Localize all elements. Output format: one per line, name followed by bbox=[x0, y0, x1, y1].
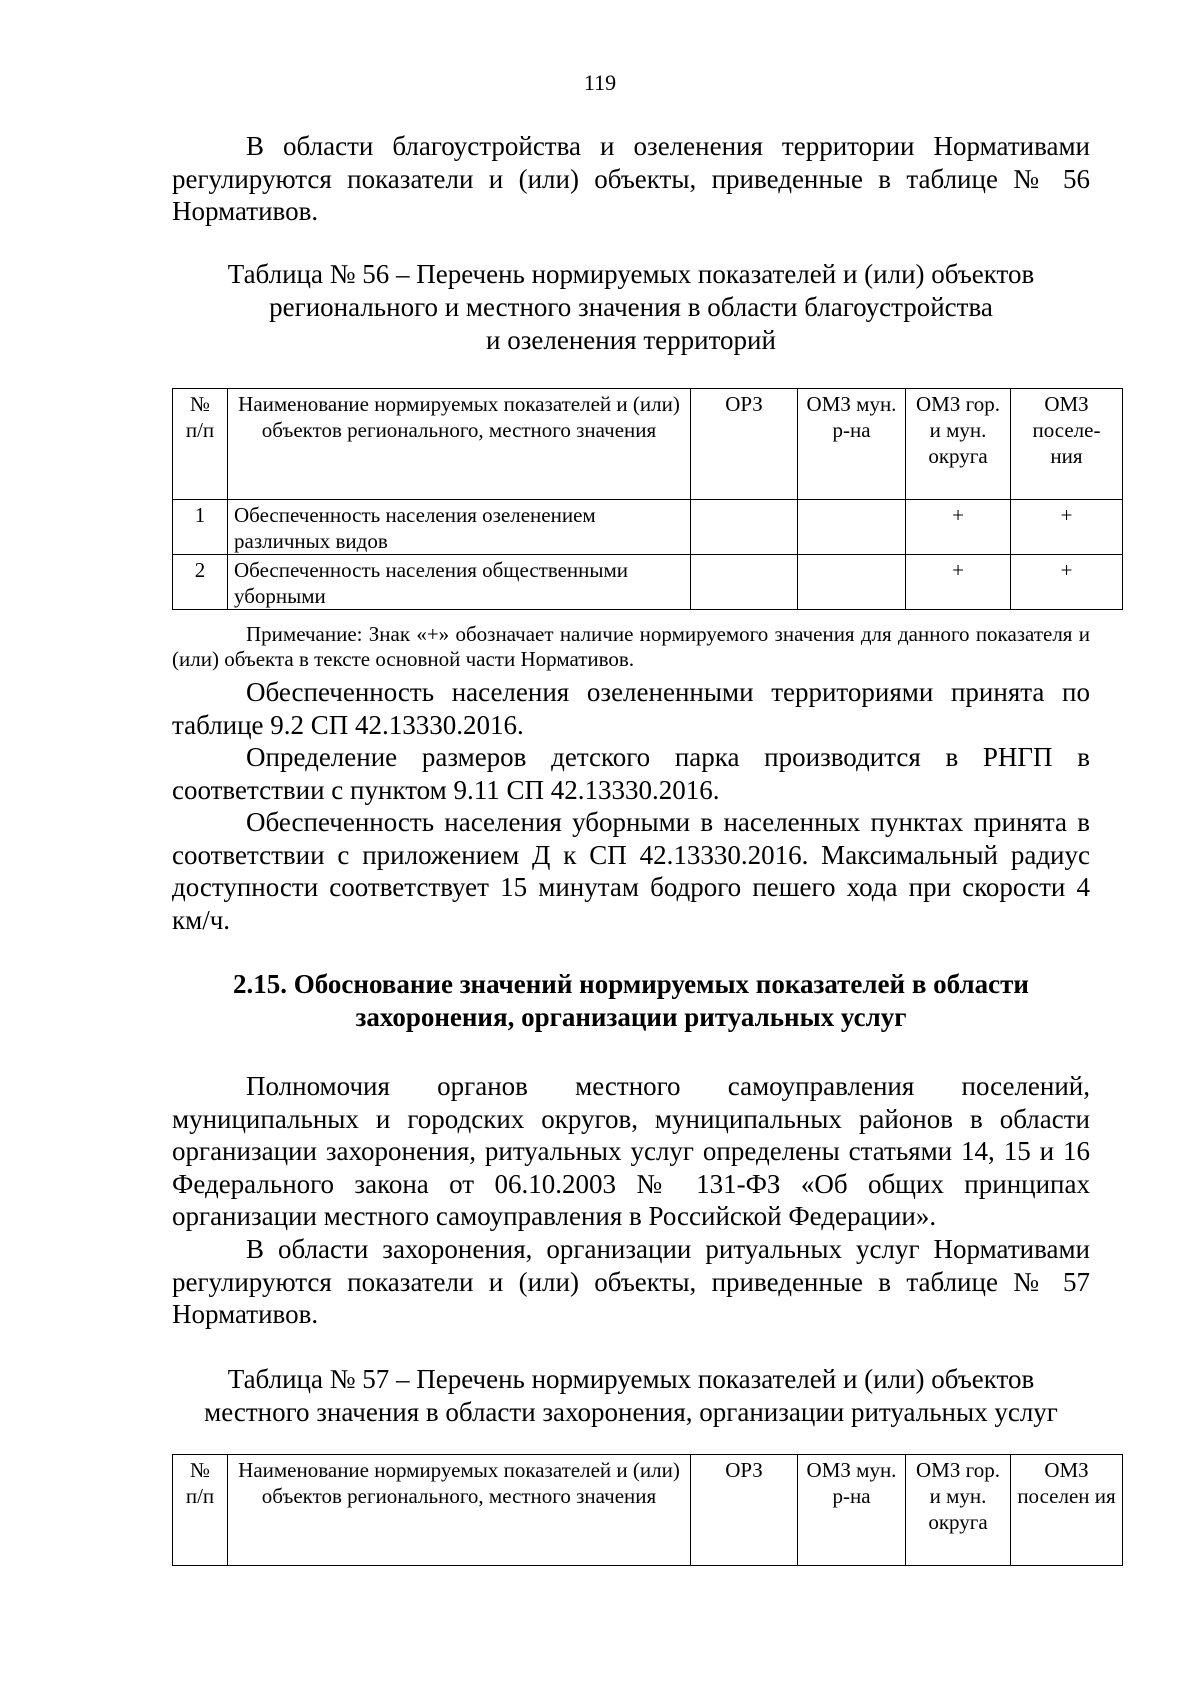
table56-header-row bbox=[173, 389, 1123, 500]
table57-header-row bbox=[173, 1455, 1123, 1566]
header-omz-pos: ОМЗ поселен ия bbox=[1011, 1455, 1123, 1566]
section-heading-line2: захоронения, организации ритуальных услуг bbox=[355, 1002, 907, 1032]
table56-caption-line1: Таблица № 56 – Перечень нормируемых показателей и (или) объектов bbox=[227, 259, 1035, 289]
header-omz-mun: ОМЗ мун. р-на bbox=[798, 1455, 906, 1566]
page-number: 119 bbox=[583, 70, 617, 95]
header-num: № п/п bbox=[173, 389, 228, 500]
row-omz-mun bbox=[798, 555, 906, 610]
header-num: № п/п bbox=[173, 1455, 228, 1566]
row-num: 1 bbox=[173, 500, 228, 555]
row-orz bbox=[691, 555, 798, 610]
table56-note: Примечание: Знак «+» обозначает наличие нормируемого значения для данного показателя и (или) объекта в тексте основной части Нормативов. bbox=[172, 622, 1090, 671]
para-burial: В области захоронения, организации ритуальных услуг Нормативами регулируются показатели и (или) объекты, приведенные в таблице № 57 Нормативов. bbox=[172, 1234, 1090, 1329]
header-omz-gor: ОМЗ гор. и мун. округа bbox=[906, 1455, 1011, 1566]
section-heading-line1: 2.15. Обоснование значений нормируемых показателей в области bbox=[233, 969, 1029, 999]
para-toilets: Обеспеченность населения уборными в населенных пунктах принята в соответствии с приложением Д к СП 42.13330.2016. Максимальный радиус доступности соответствует 15 минутам бодрого пешего хода при скорости 4 км/ч. bbox=[172, 807, 1090, 935]
table57-caption bbox=[172, 1363, 1090, 1429]
row-omz-mun bbox=[798, 500, 906, 555]
row-omz-pos: + bbox=[1011, 500, 1123, 555]
header-omz-mun: ОМЗ мун. р-на bbox=[798, 389, 906, 500]
table56-caption bbox=[172, 258, 1090, 357]
section-heading bbox=[172, 968, 1090, 1034]
para-powers: Полномочия органов местного самоуправления поселений, муниципальных и городских округов, муниципальных районов в области организации захоронения, ритуальных услуг определены статьями 14, 15 и 16 Федерального закона от 06.10.2003 № 131-ФЗ «Об общих принципах организации местного самоуправления в Российской Федерации». bbox=[172, 1071, 1090, 1231]
table56-caption-line2: регионального и местного значения в области благоустройства bbox=[269, 292, 993, 322]
table57-caption-line2: местного значения в области захоронения, организации ритуальных услуг bbox=[204, 1397, 1058, 1427]
header-omz-gor: ОМЗ гор. и мун. округа bbox=[906, 389, 1011, 500]
intro-paragraph: В области благоустройства и озеленения территории Нормативами регулируются показатели и (или) объекты, приведенные в таблице № 56 Нормативов. bbox=[172, 131, 1090, 226]
row-omz-gor: + bbox=[906, 500, 1011, 555]
row-omz-pos: + bbox=[1011, 555, 1123, 610]
para-green: Обеспеченность населения озелененными территориями принята по таблице 9.2 СП 42.13330.2016. bbox=[172, 677, 1090, 740]
row-orz bbox=[691, 500, 798, 555]
row-name: Обеспеченность населения озеленением различных видов bbox=[228, 500, 691, 555]
para-park: Определение размеров детского парка производится в РНГП в соответствии с пунктом 9.11 СП 42.13330.2016. bbox=[172, 742, 1090, 805]
table-56 bbox=[172, 388, 1123, 610]
header-name: Наименование нормируемых показателей и (или) объектов регионального, местного значения bbox=[228, 1455, 691, 1566]
header-orz: ОРЗ bbox=[691, 389, 798, 500]
table56-caption-line3: и озеленения территорий bbox=[486, 325, 776, 355]
header-orz: ОРЗ bbox=[691, 1455, 798, 1566]
row-name: Обеспеченность населения общественными уборными bbox=[228, 555, 691, 610]
header-omz-pos: ОМЗ поселе-ния bbox=[1011, 389, 1123, 500]
row-num: 2 bbox=[173, 555, 228, 610]
table-57 bbox=[172, 1454, 1123, 1566]
table-row bbox=[173, 500, 1123, 555]
table-row bbox=[173, 555, 1123, 610]
row-omz-gor: + bbox=[906, 555, 1011, 610]
header-name: Наименование нормируемых показателей и (или) объектов регионального, местного значения bbox=[228, 389, 691, 500]
table57-caption-line1: Таблица № 57 – Перечень нормируемых показателей и (или) объектов bbox=[227, 1364, 1035, 1394]
